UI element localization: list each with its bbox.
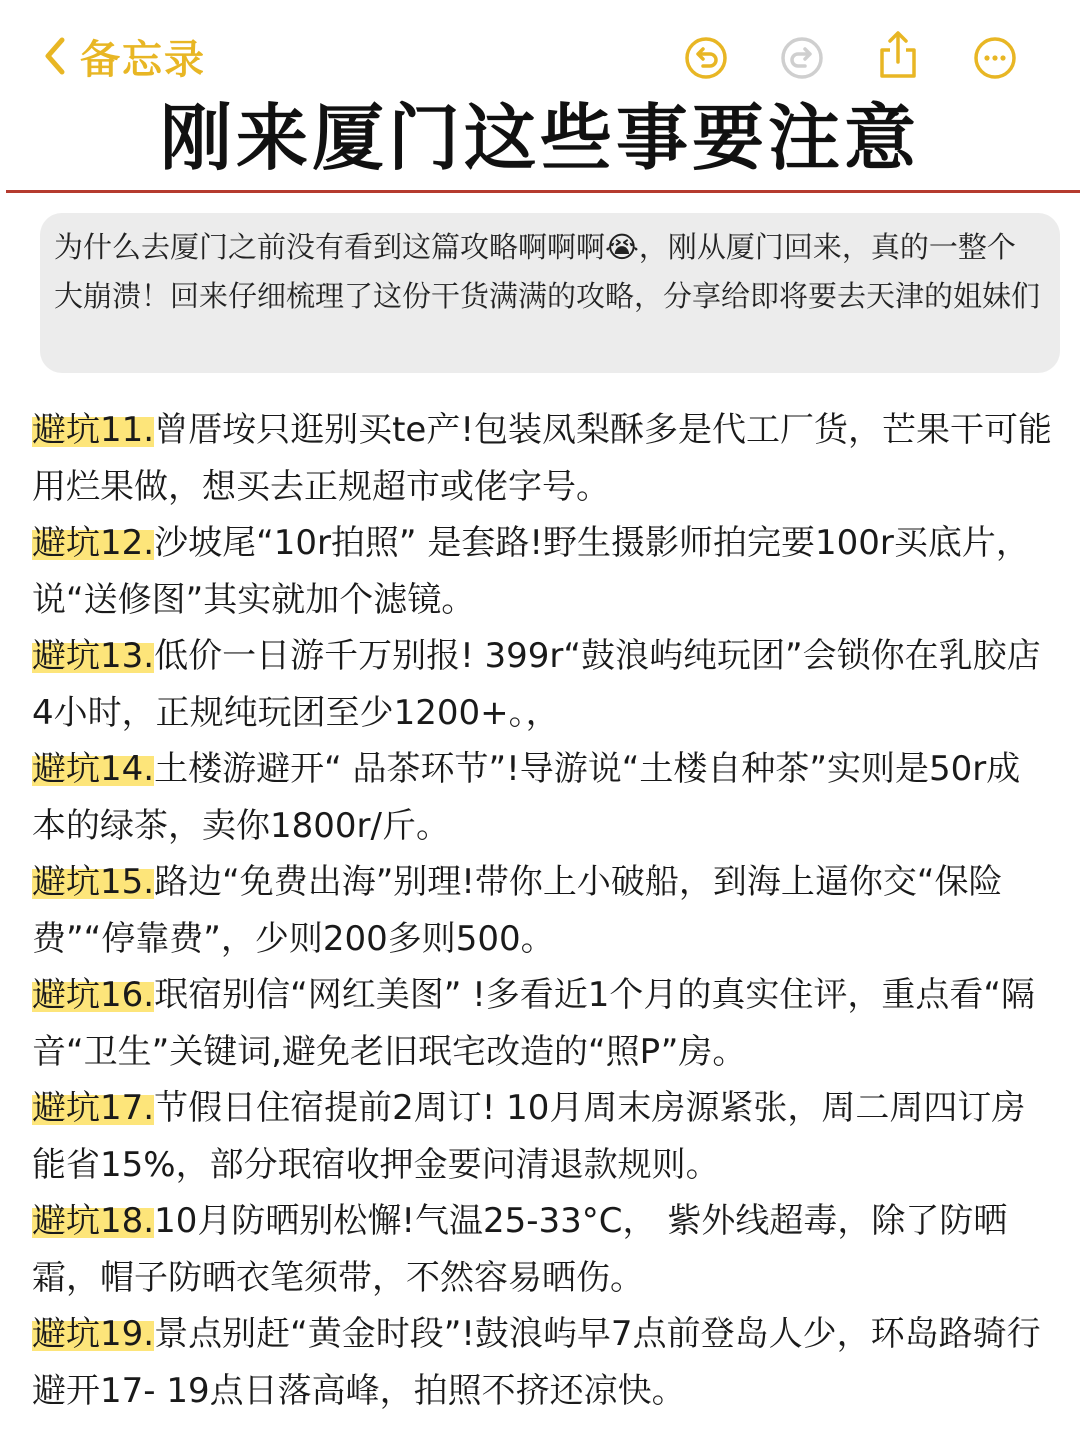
tip-text: 珉宿别信“网红美图” !多看近1个月的真实住评，重点看“隔音“卫生”关键词,避免老旧珉宅改造的“照P”房。 [32, 975, 1035, 1072]
tip-item [32, 1080, 1052, 1193]
back-button[interactable] [44, 28, 206, 84]
tip-item [32, 741, 1052, 854]
tip-text: 曾厝垵只逛别买te产!包装凤梨酥多是代工厂货，芒果干可能用烂果做，想买去正规超市或佬字号。 [32, 410, 1052, 507]
tip-label: 避坑17. [32, 1088, 155, 1128]
tip-text: 沙坡尾“10r拍照” 是套路!野生摄影师拍完要100r买底片，说“送修图”其实就加个滤镜。 [32, 523, 1030, 620]
more-button[interactable] [973, 36, 1017, 80]
tips-list [32, 402, 1052, 1419]
title-divider [6, 190, 1080, 193]
intro-text: 为什么去厦门之前没有看到这篇攻略啊啊啊😭，刚从厦门回来，真的一整个大崩溃！回来仔细梳理了这份干货满满的攻略，分享给即将要去天津的姐妹们 [54, 230, 1041, 313]
tip-item [32, 1193, 1052, 1306]
tip-text: 低价一日游千万别报! 399r“鼓浪屿纯玩团”会锁你在乳胶店4小时，正规纯玩团至少1200+。， [32, 636, 1041, 733]
redo-icon [780, 36, 824, 80]
chevron-left-icon [44, 36, 66, 76]
redo-button[interactable] [780, 36, 824, 80]
tip-label: 避坑13. [32, 636, 155, 676]
tip-item [32, 854, 1052, 967]
tip-label: 避坑19. [32, 1314, 155, 1354]
tip-text: 节假日住宿提前2周订! 10月周末房源紧张，周二周四订房能省15%，部分珉宿收押金要问清退款规则。 [32, 1088, 1026, 1185]
tip-label: 避坑16. [32, 975, 155, 1015]
tip-text: 路边“免费出海”别理!带你上小破船，到海上逼你交“保险费”“停靠费”，少则200多则500。 [32, 862, 1003, 959]
intro-callout [40, 213, 1060, 373]
tip-label: 避坑11. [32, 410, 155, 450]
tip-item [32, 628, 1052, 741]
tip-label: 避坑18. [32, 1201, 155, 1241]
tip-text: 景点别赶“黄金时段”!鼓浪屿早7点前登岛人少，环岛路骑行避开17- 19点日落高峰，拍照不挤还凉快。 [32, 1314, 1041, 1411]
tip-label: 避坑15. [32, 862, 155, 902]
tip-text: 10月防晒别松懈!气温25-33°C， 紫外线超毒，除了防晒霜，帽子防晒衣笔须带，不然容易晒伤。 [32, 1201, 1008, 1298]
share-icon [876, 30, 920, 80]
tip-item [32, 402, 1052, 515]
tip-item [32, 1306, 1052, 1419]
tip-item [32, 515, 1052, 628]
undo-icon [684, 36, 728, 80]
tip-item [32, 967, 1052, 1080]
nav-bar [0, 0, 1080, 100]
undo-button[interactable] [684, 36, 728, 80]
share-button[interactable] [876, 30, 920, 80]
back-label: 备忘录 [80, 36, 206, 83]
note-title: 刚来厦门这些事要注意 [159, 96, 920, 180]
tip-text: 土楼游避开“ 品茶环节”!导游说“土楼自种茶”实则是50r成本的绿茶，卖你1800r/斤。 [32, 749, 1021, 846]
more-icon [973, 36, 1017, 80]
tip-label: 避坑12. [32, 523, 155, 563]
tip-label: 避坑14. [32, 749, 155, 789]
